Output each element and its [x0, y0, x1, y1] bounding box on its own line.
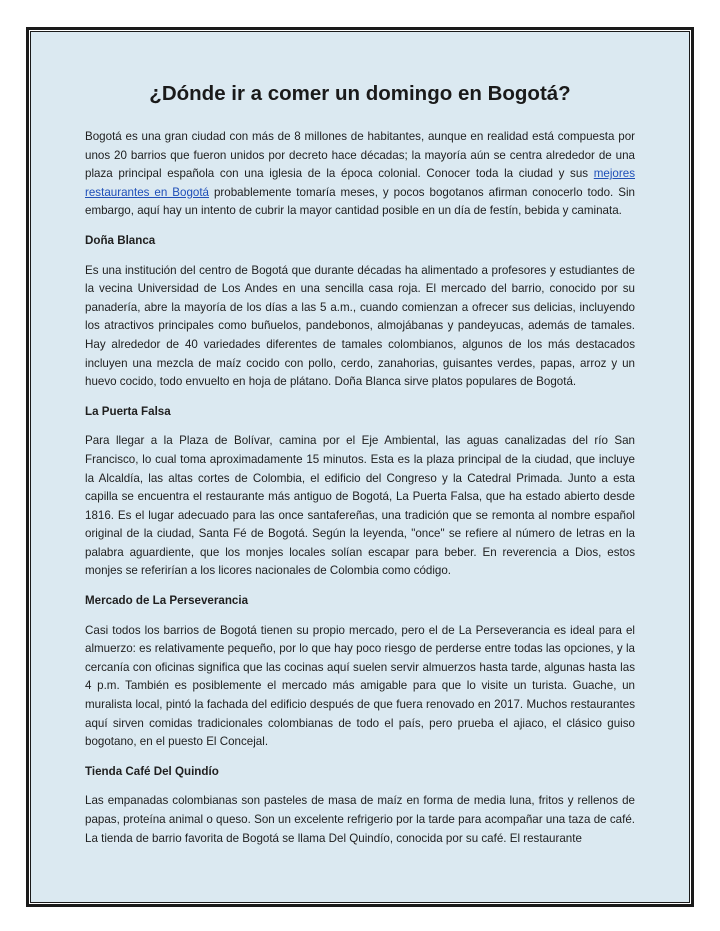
document-body [85, 80, 635, 859]
section-heading-dona-blanca: Doña Blanca [85, 233, 156, 247]
section-text-dona-blanca: Es una institución del centro de Bogotá que durante décadas ha alimentado a profesores y estudiantes de la vecina Universidad de Los Andes en una sencilla casa roja. El mercado del barrio, conocido por su panadería, abre la mayoría de los días a las 5 a.m., cuando comienzan a ofrecer sus delicias, incluyendo los atractivos principales como buñuelos, pandebonos, almojábanas y pandeyucas, además de tamales. Hay alrededor de 40 variedades diferentes de tamales colombianos, algunos de los más destacados incluyen una mezcla de maíz cocido con pollo, cerdo, zanahorias, guisantes verdes, papas, arroz y un huevo cocido, todo envuelto en hoja de plátano. Doña Blanca sirve platos populares de Bogotá. [85, 263, 635, 389]
section-text-la-puerta-falsa: Para llegar a la Plaza de Bolívar, camina por el Eje Ambiental, las aguas canalizadas del río San Francisco, lo cual toma aproximadamente 15 minutos. Esta es la plaza principal de la ciudad, que incluye la Alcaldía, las altas cortes de Colombia, el edificio del Congreso y la Catedral Primada. Junto a esta capilla se encuentra el restaurante más antiguo de Bogotá, La Puerta Falsa, que ha estado abierto desde 1816. Es el lugar adecuado para las once santafereñas, una tradición que se remonta al nombre español original de la ciudad, Santa Fé de Bogotá. Según la leyenda, "once" se refiere al número de letras en la palabra aguardiente, que los monjes locales solían escapar para beber. En reverencia a Dios, estos monjes se referirían a los licores nacionales de Colombia como código. [85, 434, 635, 578]
section-heading-la-puerta-falsa: La Puerta Falsa [85, 404, 171, 418]
intro-paragraph: Bogotá es una gran ciudad con más de 8 millones de habitantes, aunque en realidad está compuesta por unos 20 barrios que fueron unidos por decreto hace décadas; la mayoría aún se centra alrededor de una plaza principal española con una iglesia de la época colonial. Conocer toda la ciudad y sus mejores restaurantes en Bogotá probablemente tomaría meses, y pocos bogotanos afirman conocerlo todo. Sin embargo, aquí hay un intento de cubrir la mayor cantidad posible en un día de festín, bebida y caminata. [85, 130, 636, 218]
section-heading-mercado-perseverancia: Mercado de La Perseverancia [85, 594, 249, 608]
restaurants-link[interactable]: mejores restaurantes en Bogotá [85, 167, 635, 199]
page-title: ¿Dónde ir a comer un domingo en Bogotá? [149, 82, 571, 105]
section-text-mercado-perseverancia: Casi todos los barrios de Bogotá tienen su propio mercado, pero el de La Perseverancia es ideal para el almuerzo: es relativamente pequeño, por lo que hay poco riesgo de perderse entre todas las opciones, y la cercanía con oficinas significa que las cocinas aquí suelen servir almuerzos hasta tarde, algunas hasta las 4 p.m. También es posiblemente el mercado más amigable para que lo visite un turista. Guache, un muralista local, pintó la fachada del edificio después de que fuera renovado en 2017. Muchos restaurantes aquí sirven comidas tradicionales colombianas de todo el país, pero prueba el ajiaco, el clásico guiso bogotano, en el puesto El Concejal. [85, 623, 635, 749]
section-text-tienda-cafe-quindio: Las empanadas colombianas son pasteles de masa de maíz en forma de media luna, fritos y rellenos de papas, proteína animal o queso. Son un excelente refrigerio por la tarde para acompañar una taza de café. La tienda de barrio favorita de Bogotá se llama Del Quindío, conocida por su café. El restaurante [85, 794, 635, 845]
section-heading-tienda-cafe-quindio: Tienda Café Del Quindío [85, 764, 219, 778]
